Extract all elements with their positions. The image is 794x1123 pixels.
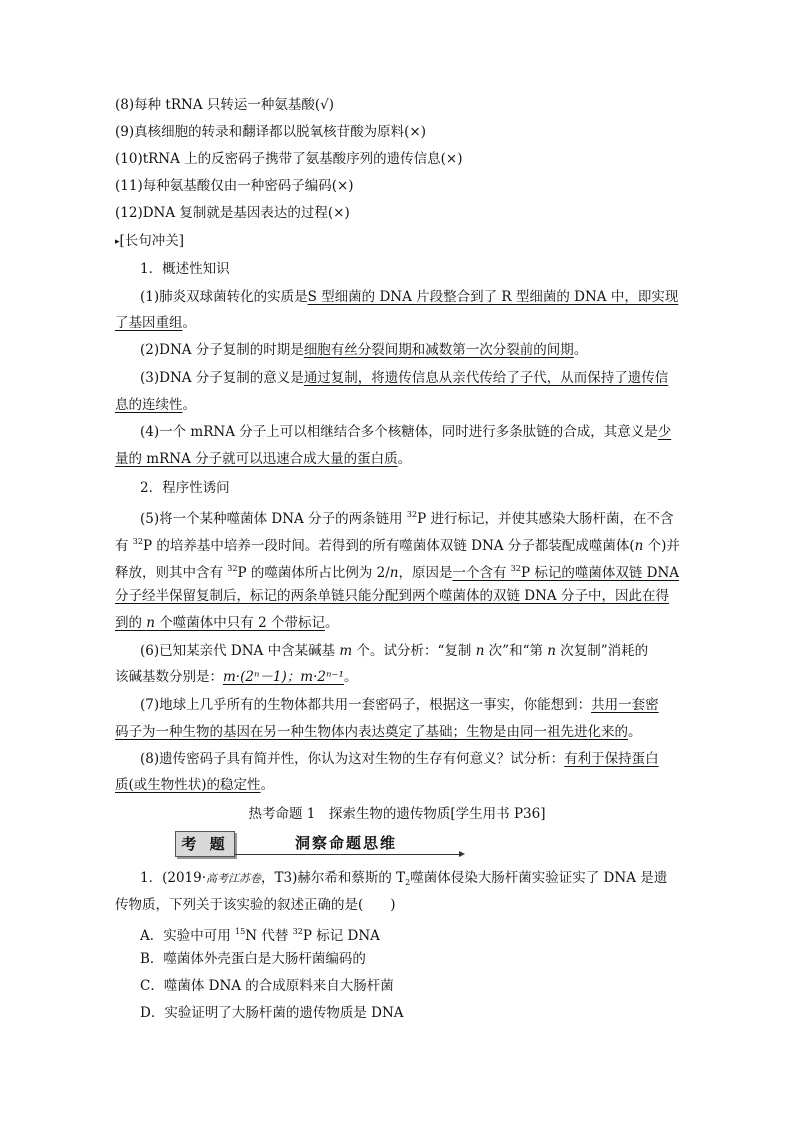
option-d: D．实验证明了大肠杆菌的遗传物质是 DNA (140, 1005, 404, 1021)
option-c: C．噬菌体 DNA 的合成原料来自大肠杆菌 (140, 978, 394, 994)
triangle-marker-icon: ▸ (115, 237, 120, 247)
q4-line1: (4)一个 mRNA 分子上可以相继结合多个核糖体，同时进行多条肽链的合成，其意义是少 (140, 424, 672, 440)
q5-line4: 分子经半保留复制后，标记的两条单链只能分配到两个噬菌体的双链 DNA 分子中，因此在得 (115, 588, 669, 604)
banner-subtitle: 洞察命题思维 (295, 834, 398, 852)
q1-line1: (1)肺炎双球菌转化的实质是S 型细菌的 DNA 片段整合到了 R 型细菌的 DNA 中，即实现 (140, 289, 679, 305)
option-a: A．实验中可用 $^{15}$N 代替 $^{32}$P 标记 DNA (140, 927, 380, 944)
q1-line2: 了基因重组。 (115, 315, 196, 331)
q5-line3: 释放，则其中含有 $^{32}$P 的噬菌体所占比例为 2/n，原因是一个含有 $^{32}$P 标记的噬菌体双链 DNA (115, 564, 680, 581)
question-line2: 传物质，下列关于该实验的叙述正确的是( ) (115, 897, 396, 913)
exam-badge: 考 题 (175, 831, 235, 857)
section-title-2: 2．程序性诱问 (140, 480, 230, 496)
judgment-9: (9)真核细胞的转录和翻译都以脱氧核苷酸为原料(×) (115, 124, 426, 140)
exam-banner (175, 827, 465, 861)
q6-line2: 该碱基数分别是：m·(2ⁿ－1)；m·2ⁿ⁻¹。 (115, 669, 358, 685)
hot-topic-heading: 热考命题 1 探索生物的遗传物质[学生用书 P36] (248, 806, 546, 822)
q5-line2: 有 $^{32}$P 的培养基中培养一段时间。若得到的所有噬菌体双链 DNA 分子都装配成噬菌体(n 个)并 (115, 537, 680, 554)
option-b: B．噬菌体外壳蛋白是大肠杆菌编码的 (140, 951, 366, 967)
banner-rule (235, 854, 463, 855)
q6-line1: (6)已知某亲代 DNA 中含某碱基 m 个。试分析：“复制 n 次”和“第 n 次复制”消耗的 (140, 643, 649, 659)
q5-line5: 到的 n 个噬菌体中只有 2 个带标记。 (115, 615, 339, 631)
judgment-11: (11)每种氨基酸仅由一种密码子编码(×) (115, 178, 354, 194)
q2-line: (2)DNA 分子复制的时期是细胞有丝分裂间期和减数第一次分裂前的间期。 (140, 342, 588, 358)
q4-line2: 量的 mRNA 分子就可以迅速合成大量的蛋白质。 (115, 451, 412, 467)
q3-line1: (3)DNA 分子复制的意义是通过复制，将遗传信息从亲代传给了子代，从而保持了遗传信 (140, 370, 669, 386)
q8-line1: (8)遗传密码子具有简并性，你认为这对生物的生存有何意义？试分析：有利于保持蛋白 (140, 751, 659, 767)
q7-line2: 码子为一种生物的基因在另一种生物体内表达奠定了基础；生物是由同一祖先进化来的。 (115, 724, 642, 740)
q5-line1: (5)将一个某种噬菌体 DNA 分子的两条链用 $^{32}$P 进行标记，并使其感染大肠杆菌，在不含 (140, 510, 674, 527)
judgment-12: (12)DNA 复制就是基因表达的过程(×) (115, 205, 350, 221)
q8-line2: 质(或生物性状)的稳定性。 (115, 777, 275, 793)
q7-line1: (7)地球上几乎所有的生物体都共用一套密码子，根据这一事实，你能想到：共用一套密 (140, 697, 659, 713)
judgment-10: (10)tRNA 上的反密码子携带了氨基酸序列的遗传信息(×) (115, 151, 463, 167)
question-line1: 1．(2019·高考江苏卷，T3)赫尔希和蔡斯的 $T_2$噬菌体侵染大肠杆菌实验证实了 DNA 是遗 (140, 870, 668, 887)
arrow-right-icon (459, 851, 465, 857)
judgment-8: (8)每种 tRNA 只转运一种氨基酸(√) (115, 97, 334, 113)
question-source: 高考江苏卷 (206, 872, 262, 885)
long-sentence-header: ▸[长句冲关] (115, 233, 185, 249)
section-title-1: 1．概述性知识 (140, 261, 230, 277)
q3-line2: 息的连续性。 (115, 397, 196, 413)
